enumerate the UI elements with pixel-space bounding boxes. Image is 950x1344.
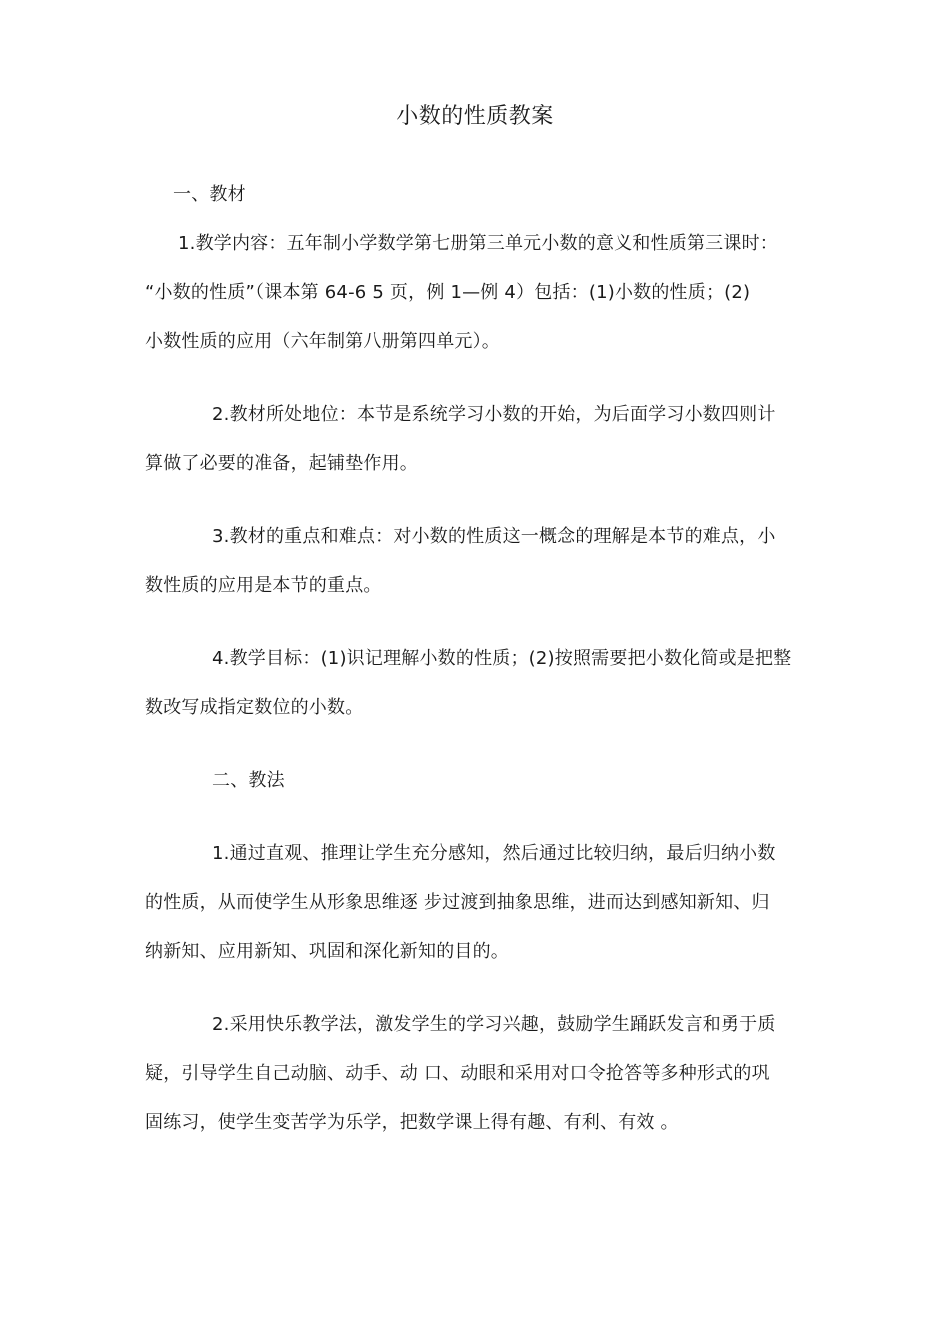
- section-heading-teaching-method: 二、教法: [212, 770, 285, 791]
- paragraph-key-difficult-points: 3.教材的重点和难点：对小数的性质这一概念的理解是本节的难点，小 数性质的应用是本节的重点。: [145, 526, 776, 596]
- section-heading-textbook: 一、教材: [173, 184, 246, 205]
- paragraph-teaching-content: 1.教学内容：五年制小学数学第七册第三单元小数的意义和性质第三课时： “小数的性质”（课本第 64-6 5 页，例 1—例 4）包括：(1)小数的性质；(2) 小数性质的应用（六年制第八册第四单元）。: [145, 233, 778, 352]
- paragraph-method-happy-teaching: 2.采用快乐教学法，激发学生的学习兴趣，鼓励学生踊跃发言和勇于质 疑，引导学生自己动脑、动手、动 口、动眼和采用对口令抢答等多种形式的巩 固练习，使学生变苦学为乐学，把数学课上得有趣、有利、有效 。: [145, 1014, 776, 1133]
- paragraph-textbook-position: 2.教材所处地位：本节是系统学习小数的开始，为后面学习小数四则计 算做了必要的准备，起铺垫作用。: [145, 404, 776, 474]
- paragraph-teaching-goals: 4.教学目标：(1)识记理解小数的性质；(2)按照需要把小数化简或是把整 数改写成指定数位的小数。: [145, 648, 792, 718]
- page-title: 小数的性质教案: [396, 104, 554, 129]
- paragraph-method-intuition: 1.通过直观、推理让学生充分感知，然后通过比较归纳，最后归纳小数 的性质，从而使学生从形象思维逐 步过渡到抽象思维，进而达到感知新知、归 纳新知、应用新知、巩固和深化新知的目的。: [145, 843, 776, 962]
